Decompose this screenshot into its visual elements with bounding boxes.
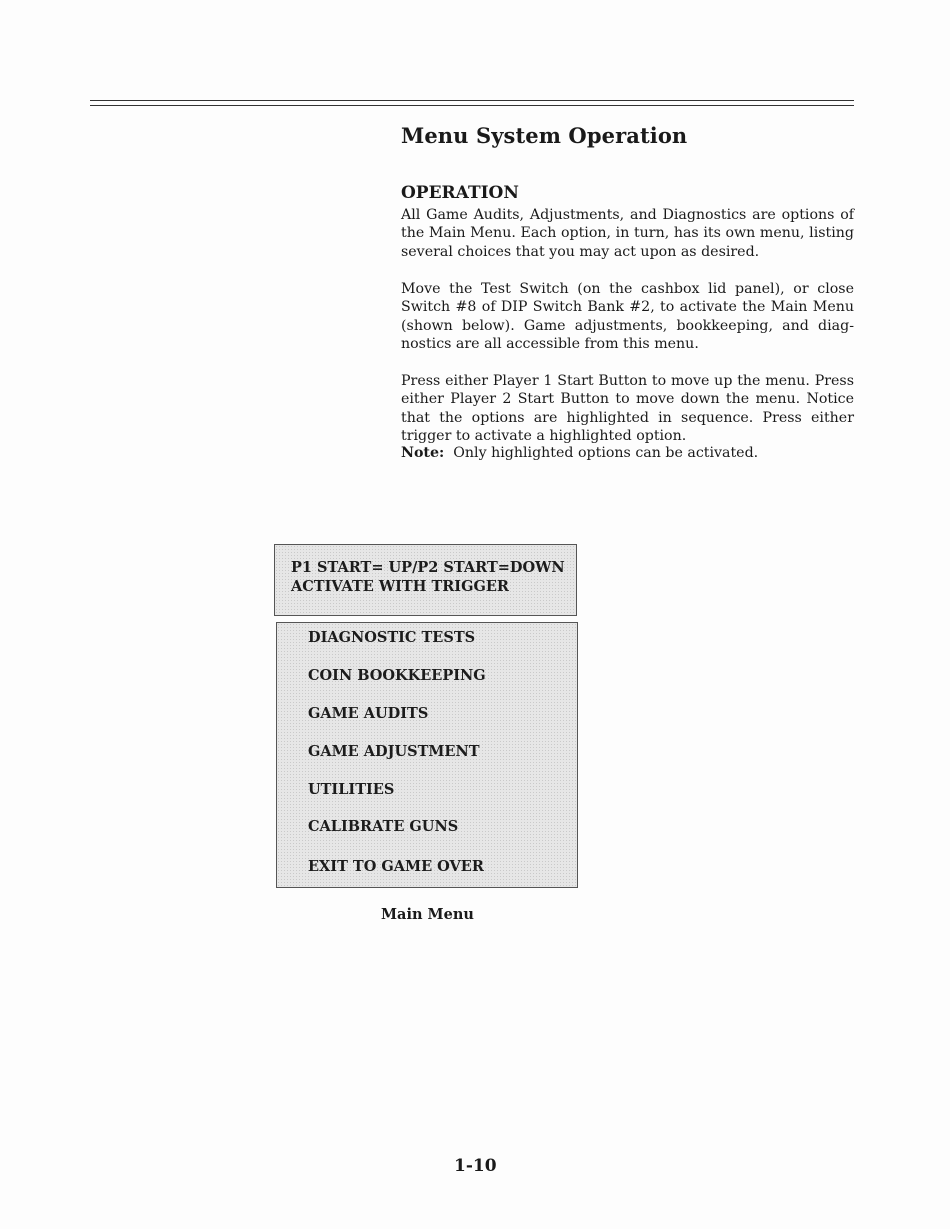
menu-item-calibrate-guns: CALIBRATE GUNS: [308, 818, 459, 835]
header-rule-bottom: [90, 105, 854, 106]
note-text: Only highlighted options can be activated.: [453, 445, 759, 461]
figure-caption: Main Menu: [381, 906, 474, 923]
instruction-line-2: ACTIVATE WITH TRIGGER: [291, 578, 509, 595]
main-menu-screen: [276, 622, 578, 888]
menu-item-game-audits: GAME AUDITS: [308, 705, 429, 722]
section-title: Menu System Operation: [401, 123, 688, 148]
note: [401, 444, 758, 462]
menu-item-exit-to-game-over: EXIT TO GAME OVER: [308, 858, 484, 875]
note-label: Note:: [401, 445, 445, 461]
menu-item-game-adjustment: GAME ADJUSTMENT: [308, 743, 480, 760]
page-number: 1-10: [454, 1156, 497, 1176]
menu-item-coin-bookkeeping: COIN BOOKKEEPING: [308, 667, 486, 684]
header-rule-top: [90, 100, 854, 101]
operation-heading: OPERATION: [401, 183, 519, 203]
menu-item-diagnostic-tests: DIAGNOSTIC TESTS: [308, 629, 476, 646]
menu-item-utilities: UTILITIES: [308, 781, 395, 798]
instruction-line-1: P1 START= UP/P2 START=DOWN: [291, 559, 565, 576]
instruction-box: [274, 544, 577, 616]
paragraph-activation: Move the Test Switch (on the cashbox lid panel), or close Switch #8 of DIP Switch Bank #2, to activate the Main Menu (shown below). Game adjustments, bookkeeping, and diag-nostics are all accessible from this menu.: [401, 281, 854, 352]
paragraph-overview: All Game Audits, Adjustments, and Diagnostics are options of the Main Menu. Each option, in turn, has its own menu, listing several choices that you may act upon as desired.: [401, 207, 854, 260]
paragraph-navigation: Press either Player 1 Start Button to move up the menu. Press either Player 2 Start Button to move down the menu. Notice that the options are highlighted in sequence. Press either trigger to activate a highlighted option.: [401, 373, 854, 444]
